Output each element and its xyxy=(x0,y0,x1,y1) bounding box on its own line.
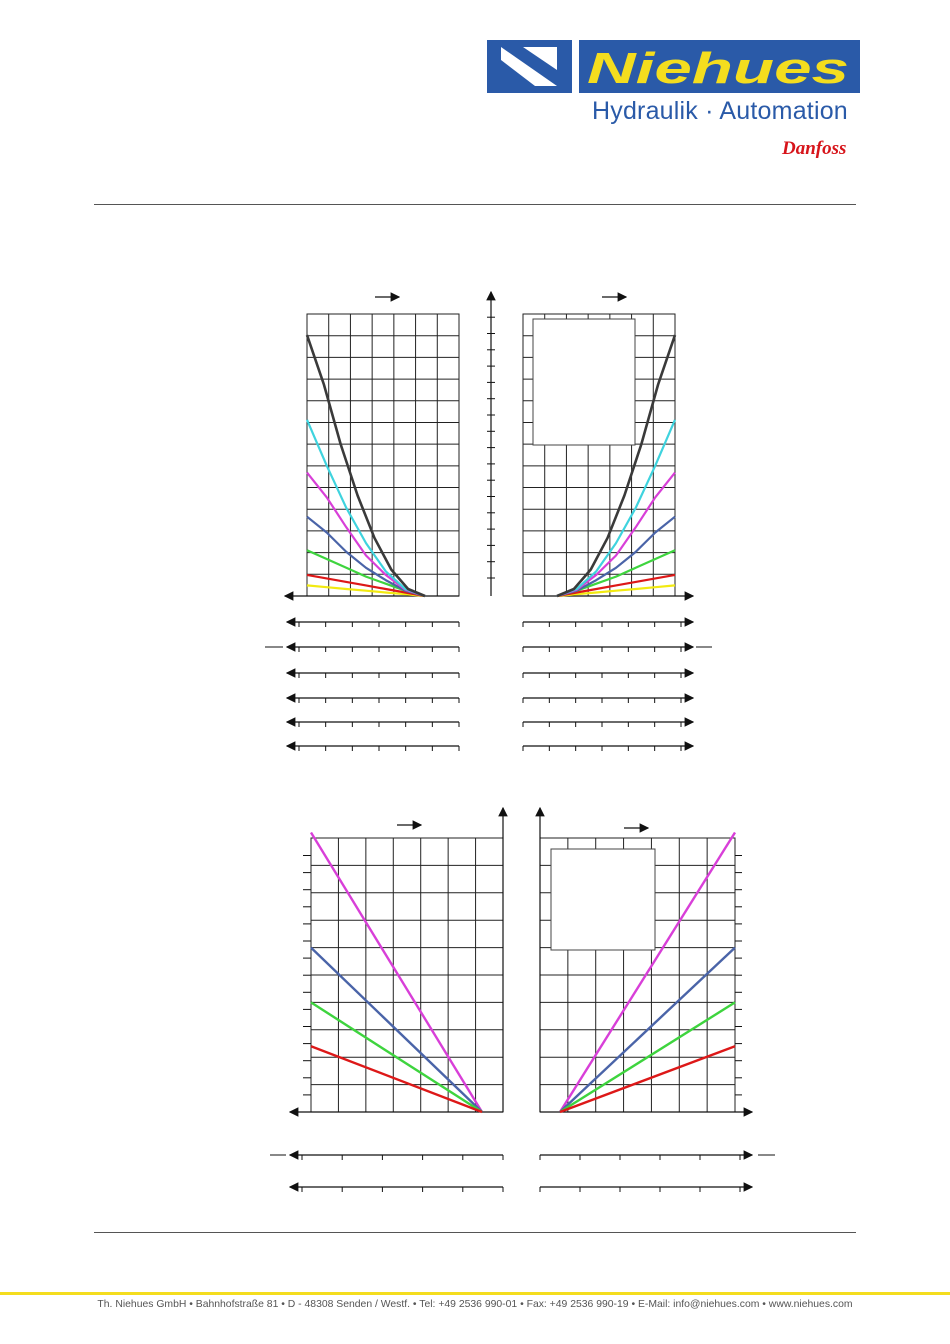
upper-left-curve-red xyxy=(307,575,425,596)
upper-right-curve-red xyxy=(557,575,675,596)
lower-legend-box xyxy=(551,849,655,950)
upper-legend-box xyxy=(533,319,635,445)
logo-tagline: Hydraulik · Automation xyxy=(592,97,848,125)
upper-left-curve-cyan xyxy=(307,420,425,596)
footer-contact: Th. Niehues GmbH • Bahnhofstraße 81 • D - 48308 Senden / Westf. • Tel: +49 2536 990-01 • Fax: +49 2536 990-19 • E-Mail: info@niehues.com • www.niehues.com xyxy=(97,1299,853,1310)
upper-right-curve-cyan xyxy=(557,420,675,596)
danfoss-logo: Danfoss xyxy=(782,138,847,159)
logo-wordmark: Niehues xyxy=(587,44,849,93)
